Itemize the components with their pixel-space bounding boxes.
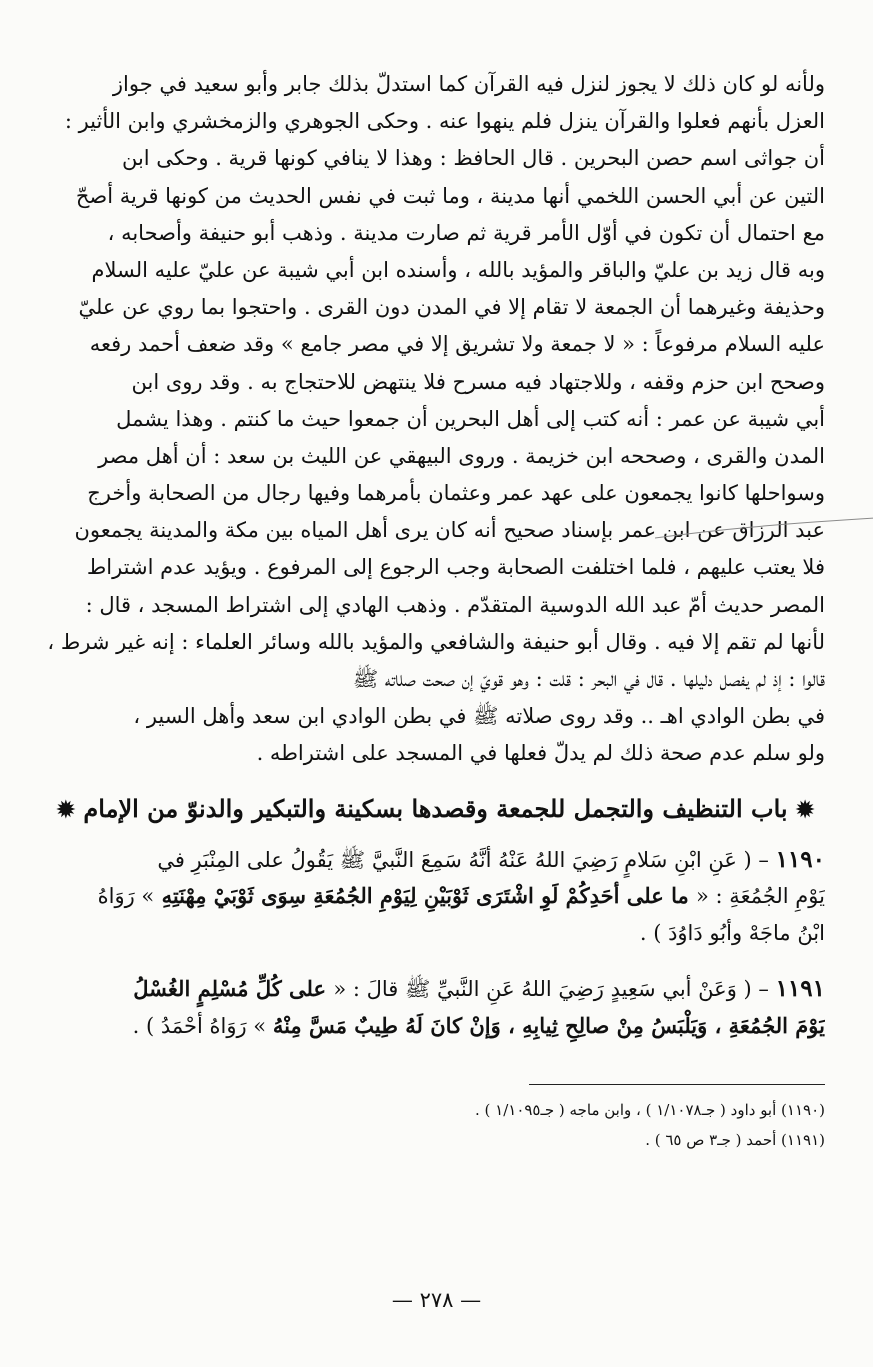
hadith-text: » رَوَاهُ: [97, 884, 155, 909]
text-line: في بطن الوادي اهـ .. وقد روى صلاته ﷺ في بطن الوادي ابن سعد وأهل السير ،: [133, 704, 825, 729]
text-line: لأنها لم تقم إلا فيه . وقال أبو حنيفة والشافعي والمؤيد بالله وسائر العلماء : إنه غير شرط ،: [47, 629, 825, 654]
text-line: مع احتمال أن تكون في أوّل الأمر قرية ثم صارت مدينة . وذهب أبو حنيفة وأصحابه ،: [107, 220, 825, 245]
hadith-matn: ما على أحَدِكُمْ لَوِ اشْتَرَى ثَوْبَيْنِ لِيَوْمِ الجُمُعَةِ سِوَى ثَوْبَيْ مِهْنَتِهِ: [154, 883, 697, 909]
chapter-heading: [46, 791, 825, 828]
chapter-title: باب التنظيف والتجمل للجمعة وقصدها بسكينة والتبكير والدنوّ من الإمام: [83, 793, 788, 823]
hadith-number: ١١٩١: [775, 975, 825, 1003]
hadith-matn: يَوْمَ الجُمُعَةِ ، وَيَلْبَسُ مِنْ صالِحِ ثِيابِهِ ، وَإنْ كانَ لَهُ طِيبٌ مَسَّ مِنْهُ: [272, 1012, 825, 1038]
text-line: العزل بأنهم فعلوا والقرآن ينزل فلم ينهوا عنه . وحكى الجوهري والزمخشري وابن الأثير :: [64, 109, 825, 134]
hadith-line: [46, 842, 825, 879]
hadith-line: [46, 1008, 825, 1045]
star-ornament-icon: ✹: [56, 796, 76, 823]
footnote: (١١٩١) أحمد ( جـ٣ ص ٦٥ ) .: [645, 1131, 825, 1150]
text-line: وصحح ابن حزم وقفه ، وللاجتهاد فيه مسرح فلا ينتهض للاحتجاج به . وقد روى ابن: [131, 369, 825, 394]
text-line: عبد الرزاق عن ابن عمر بإسناد صحيح أنه كان يرى أهل المياه بين مكة والمدينة يجمعون: [74, 518, 825, 543]
text-line: عليه السلام مرفوعاً : « لا جمعة ولا تشريق إلا في مصر جامع » وقد ضعف أحمد رفعه: [89, 332, 825, 357]
hadith-1191: [46, 971, 825, 1044]
text-line: المدن والقرى ، وصححه ابن خزيمة . وروى البيهقي عن الليث بن سعد : أن أهل مصر: [98, 443, 825, 468]
text-line: ولو سلم عدم صحة ذلك لم يدلّ فعلها في المسجد على اشتراطه .: [256, 741, 825, 766]
text-line: وسواحلها كانوا يجمعون على عهد عمر وعثمان بأمرهما وفيها رجال من الصحابة وأخرج: [87, 481, 825, 506]
star-ornament-icon: ✹: [795, 796, 815, 823]
text-line: قالوا : إذ لم يفصل دليلها . قال في البحر : قلت : وهو قويّ إن صحت صلاته ﷺ: [352, 667, 825, 691]
text-line: أبي شيبة عن عمر : أنه كتب إلى أهل البحرين أن جمعوا حيث ما كنتم . وهذا يشمل: [116, 406, 825, 431]
hadith-number: ١١٩٠: [775, 845, 825, 873]
text-line: المصر حديث أمّ عبد الله الدوسية المتقدّم . وذهب الهادي إلى اشتراط المسجد ، قال :: [85, 592, 825, 617]
text-line: فلا يعتب عليهم ، فلما اختلفت الصحابة وجب الرجوع إلى المرفوع . ويؤيد عدم اشتراط: [86, 555, 825, 580]
body-paragraph: [46, 66, 825, 773]
footnote-rule: [529, 1084, 825, 1085]
hadith-text: – ( عَنِ ابْنِ سَلامٍ رَضِيَ اللهُ عَنْهُ أنَّهُ سَمِعَ النَّبيَّ ﷺ يَقُولُ على المِنْبَرِ في: [157, 847, 769, 872]
text-line: وحذيفة وغيرهما أن الجمعة لا تقام إلا في المدن دون القرى . واحتجوا بما روي عن عليّ: [78, 295, 825, 320]
text-line: أن جواثى اسم حصن البحرين . قال الحافظ : وهذا لا ينافي كونها قرية . وحكى ابن: [121, 146, 825, 171]
footnotes: [46, 1095, 825, 1155]
hadith-line: ابْنُ ماجَهْ وأبُو دَاوُدَ ) .: [639, 920, 825, 945]
hadith-line: [46, 971, 825, 1008]
hadith-text: يَوْمِ الجُمُعَةِ : «: [696, 884, 825, 909]
page-number: — ٢٧٨ —: [391, 1288, 482, 1312]
text-line: التين عن أبي الحسن اللخمي أنها مدينة ، وما ثبت في نفس الحديث من كونها قرية أصحّ: [75, 183, 825, 208]
hadith-line: [46, 878, 825, 915]
text-line: ولأنه لو كان ذلك لا يجوز لنزل فيه القرآن كما استدلّ بذلك جابر وأبو سعيد في جواز: [112, 72, 825, 96]
hadith-text: – ( وَعَنْ أبي سَعِيدٍ رَضِيَ اللهُ عَنِ النَّبيِّ ﷺ قالَ : «: [333, 977, 769, 1002]
hadith-1190: [46, 842, 825, 952]
hadith-matn: على كُلِّ مُسْلِمٍ الغُسْلُ: [133, 976, 334, 1002]
text-line: وبه قال زيد بن عليّ والباقر والمؤيد بالله ، وأسنده ابن أبي شيبة عن عليّ عليه السلام: [91, 257, 825, 282]
footnote: (١١٩٠) أبو داود ( جـ١/١٠٧٨ ) ، وابن ماجه ( جـ١/١٠٩٥ ) .: [475, 1101, 825, 1120]
hadith-text: » رَوَاهُ أحْمَدُ ) .: [132, 1013, 273, 1038]
